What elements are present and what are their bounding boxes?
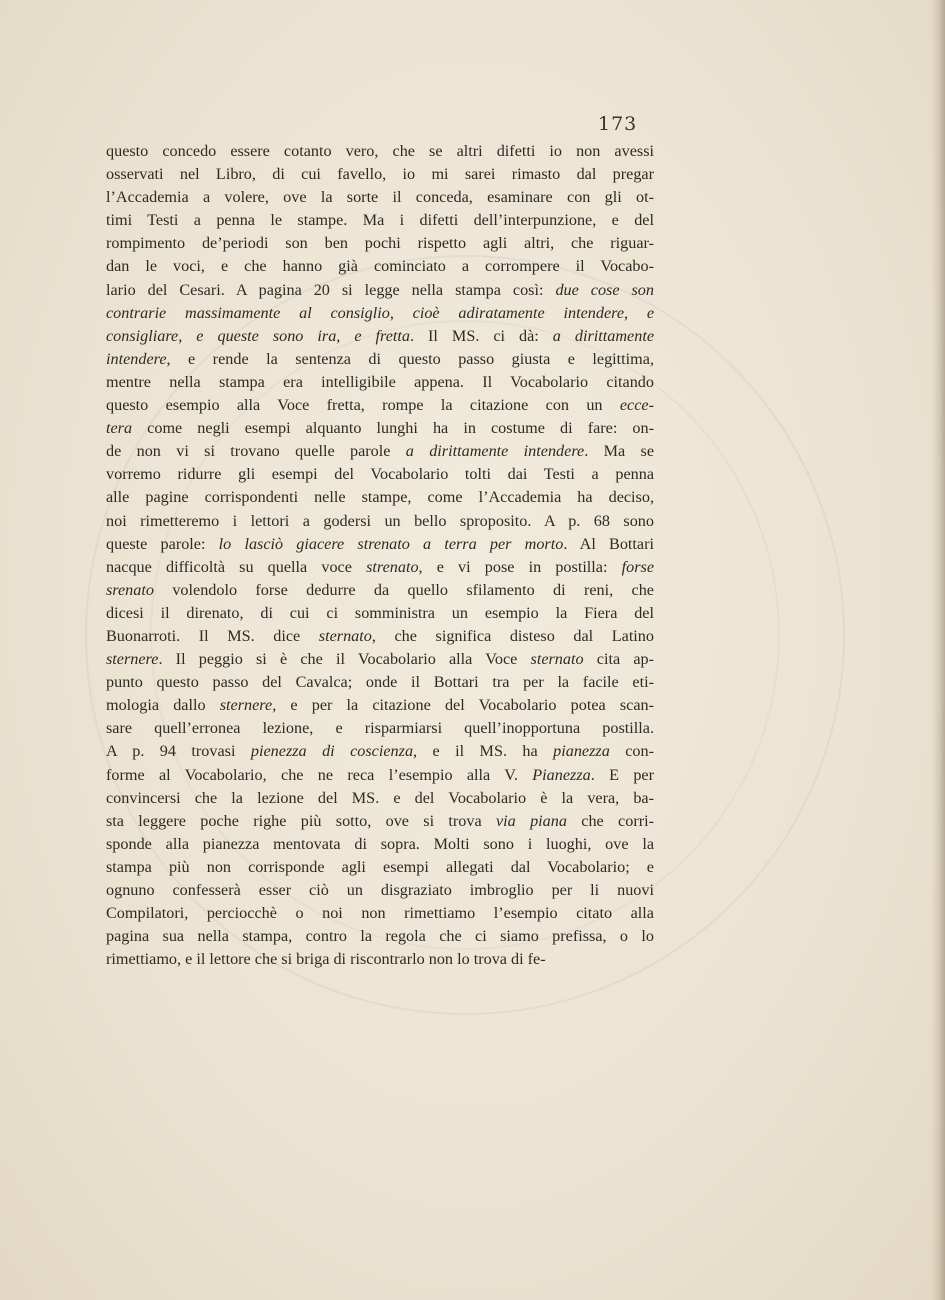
text-line	[106, 648, 654, 671]
italic-text: e	[646, 303, 655, 322]
text-segment: alle pagine corrispondenti nelle stampe, come l’Accademia ha deciso,	[106, 488, 654, 507]
text-segment: punto questo passo del Cavalca; onde il Bottari tra per la facile eti-	[106, 673, 654, 692]
italic-text: a dirittamente	[552, 326, 655, 345]
italic-text: lo lasciò giacere strenato a terra per morto	[218, 534, 564, 553]
text-segment: . Il MS. ci dà:	[410, 326, 553, 345]
text-segment: noi rimetteremo i lettori a godersi un bello sproposito. A p. 68 sono	[106, 511, 654, 530]
text-segment: questo concedo essere cotanto vero, che se altri difetti io non avessi	[106, 142, 654, 160]
text-segment: , e il MS. ha	[413, 742, 554, 761]
text-segment: . Il peggio si è che il Vocabolario alla Voce	[158, 650, 531, 669]
text-segment: , e per la citazione del Vocabolario potea scan-	[272, 696, 654, 715]
italic-text: sternere	[219, 696, 273, 715]
text-line	[106, 787, 654, 810]
italic-text: e queste sono ira	[196, 326, 337, 345]
italic-text: ecce-	[619, 396, 654, 415]
text-line	[106, 810, 654, 833]
text-segment: queste parole:	[106, 534, 219, 553]
page-edge-shadow	[931, 0, 945, 1300]
text-line	[106, 417, 654, 440]
text-line	[106, 486, 654, 509]
italic-text: contrarie massimamente al consiglio	[106, 303, 390, 322]
text-line	[106, 140, 654, 163]
text-segment: ,	[336, 326, 355, 345]
text-segment: volendolo forse dedurre da quello sfilamento di reni, che	[153, 580, 654, 599]
text-line	[106, 879, 654, 902]
text-segment: forme al Vocabolario, che ne reca l’esempio alla V.	[106, 765, 533, 784]
text-line	[106, 764, 654, 787]
text-line	[106, 948, 654, 971]
italic-text: via piana	[495, 811, 567, 830]
text-segment: rompimento de’periodi son ben pochi rispetto agli altri, che riguar-	[106, 234, 654, 253]
text-segment: . E per	[590, 765, 654, 784]
text-line	[106, 440, 654, 463]
text-segment: , che significa disteso dal Latino	[371, 626, 654, 645]
text-segment: pagina sua nella stampa, contro la regola che ci siamo prefissa, o lo	[106, 927, 654, 946]
italic-text: pienezza di coscienza	[250, 742, 414, 761]
text-segment: cita ap-	[583, 650, 654, 669]
text-line	[106, 925, 654, 948]
text-line	[106, 279, 654, 302]
text-segment: rimettiamo, e il lettore che si briga di riscontrarlo non lo trova di fe-	[106, 950, 546, 969]
text-segment: , e vi pose in postilla:	[418, 557, 622, 576]
text-segment: sta leggere poche righe più sotto, ove si trova	[106, 811, 496, 830]
text-line	[106, 348, 654, 371]
text-line	[106, 833, 654, 856]
text-line	[106, 371, 654, 394]
text-segment: sponde alla pianezza mentovata di sopra. Molti sono i luoghi, ove la	[106, 834, 654, 853]
text-segment: vorremo ridurre gli esempi del Vocabolario tolti dai Testi a penna	[106, 465, 654, 484]
text-line	[106, 671, 654, 694]
text-segment: de non vi si trovano quelle parole	[106, 442, 406, 461]
text-line	[106, 186, 654, 209]
italic-text: cioè adiratamente intendere	[412, 303, 625, 322]
text-segment: mologia dallo	[106, 696, 220, 715]
italic-text: sternato	[318, 626, 372, 645]
italic-text: intendere	[106, 349, 167, 368]
text-line	[106, 740, 654, 763]
text-segment: . Al Bottari	[563, 534, 654, 553]
text-segment: ,	[178, 326, 197, 345]
text-segment: Buonarroti. Il MS. dice	[106, 626, 319, 645]
text-segment: , e rende la sentenza di questo passo giusta e legittima,	[166, 349, 654, 368]
text-segment: osservati nel Libro, di cui favello, io mi sarei rimasto dal pregar	[106, 165, 654, 184]
italic-text: pianezza	[553, 742, 610, 761]
italic-text: forse	[621, 557, 655, 576]
text-line	[106, 694, 654, 717]
text-segment: sare quell’erronea lezione, e risparmiarsi quell’inopportuna postilla.	[106, 719, 654, 738]
text-segment: mentre nella stampa era intelligibile appena. Il Vocabolario citando	[106, 372, 654, 391]
text-segment: Compilatori, perciocchè o noi non rimettiamo l’esempio citato alla	[106, 904, 654, 923]
italic-text: consigliare	[106, 326, 179, 345]
text-segment: stampa più non corrisponde agli esempi allegati dal Vocabolario; e	[106, 857, 654, 876]
text-line	[106, 302, 654, 325]
text-line	[106, 556, 654, 579]
italic-text: srenato	[106, 580, 154, 599]
page-number: 173	[598, 113, 638, 135]
text-line	[106, 510, 654, 533]
italic-text: tera	[106, 419, 133, 438]
text-line	[106, 602, 654, 625]
text-segment: come negli esempi alquanto lunghi ha in costume di fare: on-	[132, 419, 654, 438]
italic-text: due cose son	[555, 280, 654, 299]
text-line	[106, 255, 654, 278]
text-segment: timi Testi a penna le stampe. Ma i difetti dell’interpunzione, e del	[106, 211, 654, 230]
text-line	[106, 232, 654, 255]
text-line	[106, 902, 654, 925]
text-line	[106, 856, 654, 879]
text-line	[106, 163, 654, 186]
text-segment: dan le voci, e che hanno già cominciato a corrompere il Vocabo-	[106, 257, 654, 276]
text-segment: questo esempio alla Voce fretta, rompe la citazione con un	[106, 396, 620, 415]
text-line	[106, 394, 654, 417]
text-line	[106, 325, 654, 348]
italic-text: a dirittamente intendere	[405, 442, 585, 461]
text-line	[106, 209, 654, 232]
text-line	[106, 625, 654, 648]
text-line	[106, 717, 654, 740]
text-segment: l’Accademia a volere, ove la sorte il conceda, esaminare con gli ot-	[106, 188, 654, 207]
italic-text: e fretta	[354, 326, 410, 345]
text-segment: ,	[624, 303, 647, 322]
italic-text: sternato	[530, 650, 584, 669]
text-segment: con-	[609, 742, 655, 761]
text-segment: ,	[389, 303, 413, 322]
text-segment: che corri-	[566, 811, 654, 830]
text-segment: . Ma se	[584, 442, 655, 461]
italic-text: Pianezza	[532, 765, 591, 784]
text-line	[106, 579, 654, 602]
text-segment: nacque difficoltà su quella voce	[106, 557, 367, 576]
italic-text: sternere	[106, 650, 159, 669]
text-segment: A p. 94 trovasi	[106, 742, 251, 761]
text-segment: convincersi che la lezione del MS. e del Vocabolario è la vera, ba-	[106, 788, 654, 807]
body-text	[106, 140, 654, 971]
italic-text: strenato	[366, 557, 419, 576]
text-segment: ognuno confesserà esser ciò un disgraziato imbroglio per li nuovi	[106, 881, 654, 899]
text-segment: lario del Cesari. A pagina 20 si legge nella stampa così:	[106, 280, 556, 299]
text-line	[106, 463, 654, 486]
text-segment: dicesi il direnato, di cui ci somministra un esempio la Fiera del	[106, 603, 654, 622]
text-line	[106, 533, 654, 556]
